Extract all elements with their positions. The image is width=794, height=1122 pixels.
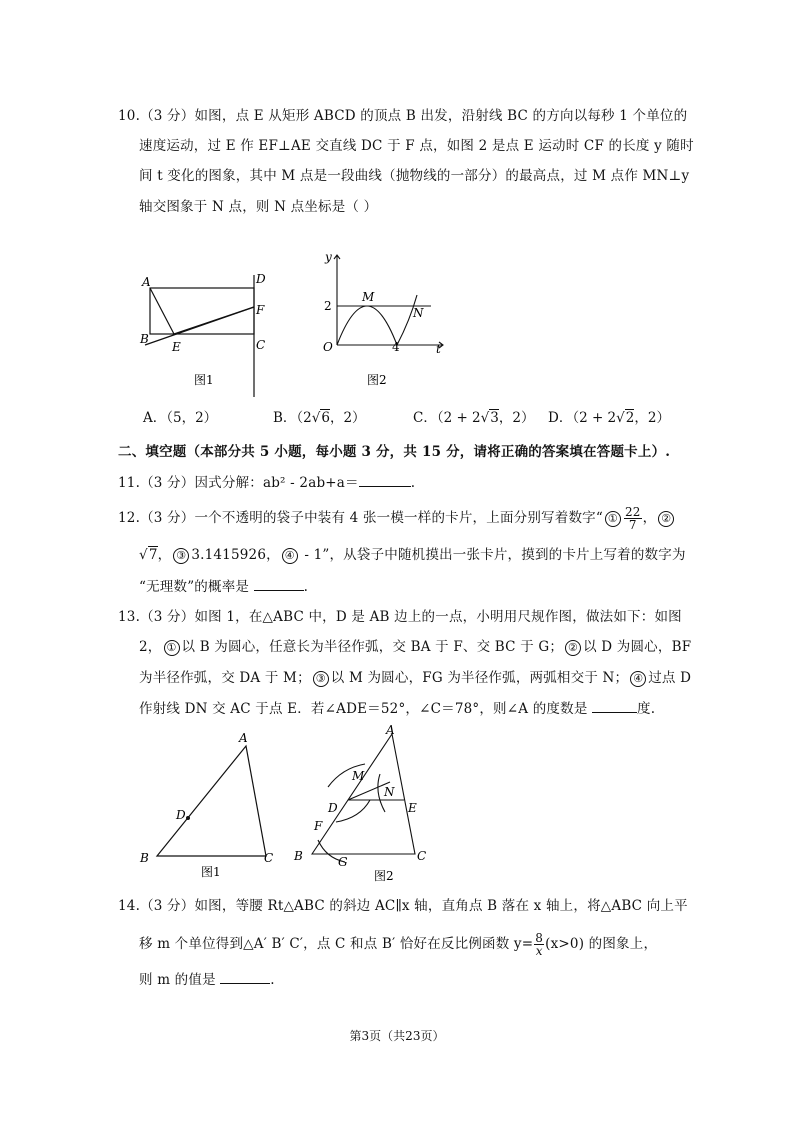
answer-blank[interactable] [254,578,304,591]
answer-blank[interactable] [220,971,270,984]
q10-figure1 [130,265,280,400]
label-b: B [140,332,149,346]
tick-4: 4 [392,340,400,354]
label-d: D [328,801,338,815]
option-d[interactable]: D．（2 + 2√2，2） [548,410,670,426]
label-c: C [264,851,274,865]
n-label: N [413,306,424,320]
q13-figure1 [136,728,286,878]
label-d: D [256,272,266,286]
option-a[interactable]: A．（5，2） [143,410,218,426]
q13-figure2 [290,722,440,887]
label-m: M [352,769,365,783]
y-label: y [325,250,332,264]
q12-line1: 12.（3 分）一个不透明的袋子中装有 4 张一模一样的卡片，上面分别写着数字“ ① $\frac{22}{7}$ ， ② [118,506,676,531]
segment-ae [150,288,174,334]
label-d: D [176,808,186,822]
option-c[interactable]: C．（2 + 2√3，2） [413,410,535,426]
answer-blank[interactable] [592,700,637,713]
label-f: F [314,819,323,833]
q11: 11.（3 分）因式分解：ab² - 2ab+a＝ . [118,475,416,491]
rectangle-abcd [150,288,254,334]
m-label: M [362,290,375,304]
label-c: C [256,338,266,352]
q12-line3: “无理数”的概率是 . [139,579,309,595]
label-a: A [142,275,151,289]
point-d [186,816,190,820]
t-label: t [436,342,441,356]
label-a: A [386,723,395,737]
line-ef-extended [145,307,254,345]
q10-line4: 轴交图象于 N 点，则 N 点坐标是（ ） [139,199,378,215]
triangle-abc [312,734,415,854]
q10-line3: 间 t 变化的图象，其中 M 点是一段曲线（抛物线的一部分）的最高点，过 M 点作 MN⊥y [139,168,690,184]
rising-curve [397,295,417,345]
label-c: C [417,849,427,863]
q13-line2: 2， ① 以 B 为圆心，任意长为半径作弧，交 BA 于 F、交 BC 于 G； ② 以 D 为圆心，BF [139,639,692,655]
triangle-abc [157,746,266,856]
q10-line1: 10.（3 分）如图，点 E 从矩形 ABCD 的顶点 B 出发，沿射线 BC 的方向以每秒 1 个单位的 [118,108,688,124]
label-g: G [338,855,348,869]
o-label: O [323,340,333,354]
page-footer: 第3页（共23页） [349,1029,445,1043]
label-e: E [408,801,417,815]
q13-line1: 13.（3 分）如图 1，在△ABC 中，D 是 AB 边上的一点，小明用尺规作图，做法如下：如图 [118,609,682,625]
section-heading: 二、填空题（本部分共 5 小题，每小题 3 分，共 15 分，请将正确的答案填在答题卡上）. [118,444,671,460]
q13-line3: 为半径作弧，交 DA 于 M； ③ 以 M 为圆心，FG 为半径作弧，两弧相交于 N； ④ 过点 D [139,670,692,686]
caption: 图2 [367,373,387,387]
q14-line2: 移 m 个单位得到△A′ B′ C′，点 C 和点 B′ 恰好在反比例函数 y= $\frac{8}{x}$ (x>0) 的图象上， [139,931,658,958]
label-n: N [384,785,395,799]
label-e: E [172,340,181,354]
option-b[interactable]: B．（2√6，2） [273,410,366,426]
label-b: B [294,849,303,863]
caption: 图2 [374,869,394,883]
q13-line4: 作射线 DN 交 AC 于点 E．若∠ADE＝52°，∠C＝78°，则∠A 的度数是 度. [139,701,656,717]
q10-figure2 [315,250,455,390]
q10-line2: 速度运动，过 E 作 EF⊥AE 交直线 DC 于 F 点，如图 2 是点 E 运动时 CF 的长度 y 随时 [139,138,694,154]
caption: 图1 [201,865,221,878]
label-f: F [256,303,265,317]
q12-line2: √7， ③ 3.1415926， ④ - 1”，从袋子中随机摸出一张卡片，摸到的卡片上写着的数字为 [139,547,686,563]
q14-line3: 则 m 的值是 . [139,972,275,988]
label-b: B [140,851,149,865]
tick-2: 2 [324,299,332,313]
answer-blank[interactable] [359,474,411,487]
parabola [337,306,397,345]
q14-line1: 14.（3 分）如图，等腰 Rt△ABC 的斜边 AC∥x 轴，直角点 B 落在 x 轴上，将△ABC 向上平 [118,898,688,914]
caption: 图1 [194,373,214,387]
label-a: A [239,731,248,745]
